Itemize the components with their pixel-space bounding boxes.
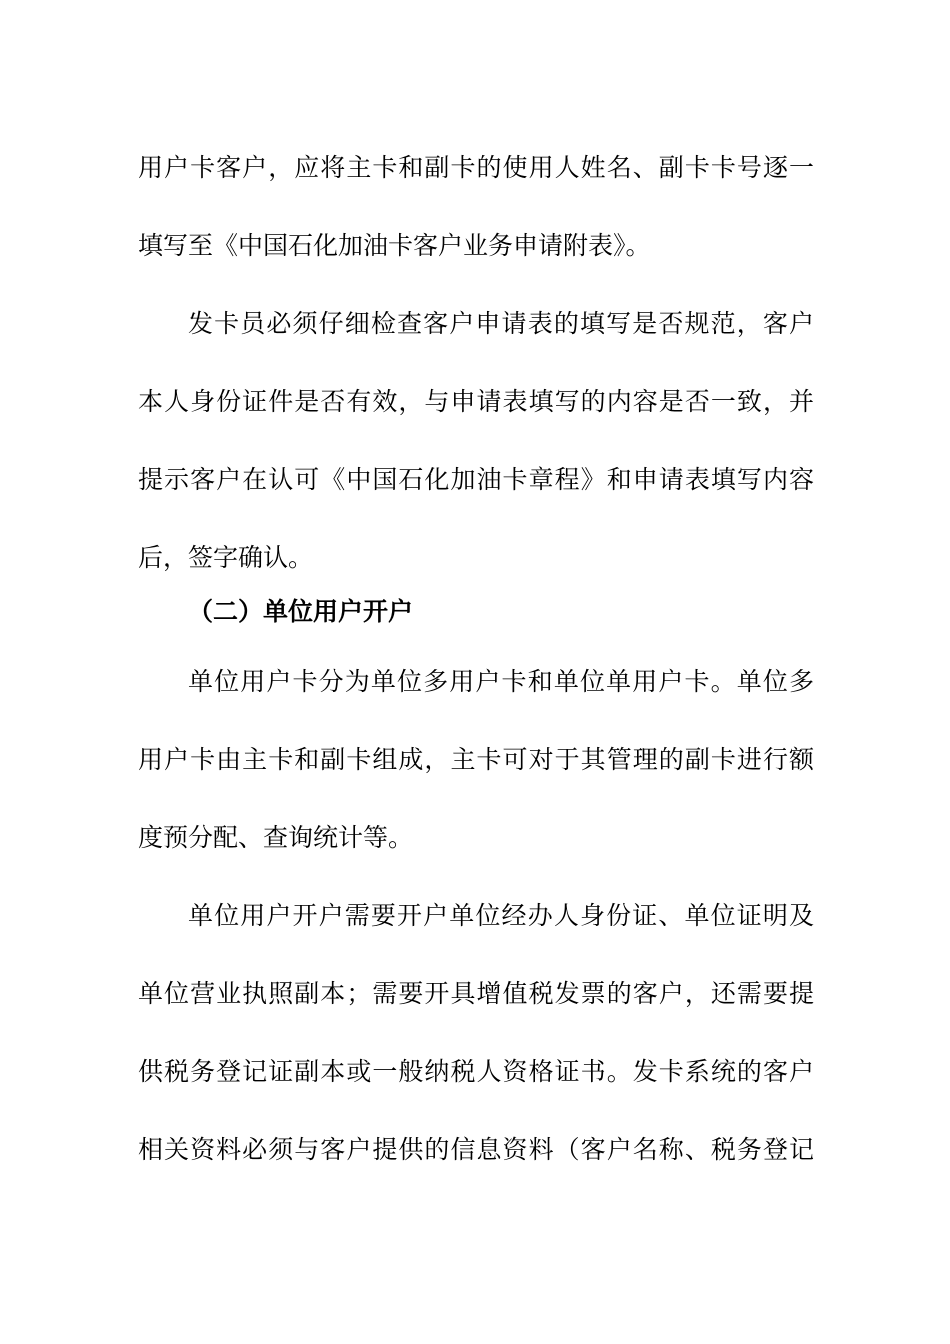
paragraph-line: 用户卡客户，应将主卡和副卡的使用人姓名、副卡卡号逐一 bbox=[138, 153, 814, 182]
paragraph-line: 后，签字确认。 bbox=[138, 543, 314, 572]
paragraph-line: 单位用户卡分为单位多用户卡和单位单用户卡。单位多 bbox=[188, 667, 814, 696]
paragraph-line: 发卡员必须仔细检查客户申请表的填写是否规范，客户 bbox=[188, 309, 814, 338]
paragraph-line: 用户卡由主卡和副卡组成，主卡可对于其管理的副卡进行额 bbox=[138, 745, 814, 774]
paragraph-line: 供税务登记证副本或一般纳税人资格证书。发卡系统的客户 bbox=[138, 1057, 814, 1086]
paragraph-line: 提示客户在认可《中国石化加油卡章程》和申请表填写内容 bbox=[138, 465, 814, 494]
paragraph-line: 度预分配、查询统计等。 bbox=[138, 823, 414, 852]
paragraph-line: 单位用户开户需要开户单位经办人身份证、单位证明及 bbox=[188, 901, 814, 930]
paragraph-line: 填写至《中国石化加油卡客户业务申请附表》。 bbox=[138, 231, 651, 260]
paragraph-line: 本人身份证件是否有效，与申请表填写的内容是否一致，并 bbox=[138, 387, 814, 416]
section-heading: （二）单位用户开户 bbox=[188, 597, 414, 626]
paragraph-line: 单位营业执照副本；需要开具增值税发票的客户，还需要提 bbox=[138, 979, 814, 1008]
paragraph-line: 相关资料必须与客户提供的信息资料（客户名称、税务登记 bbox=[138, 1135, 814, 1164]
